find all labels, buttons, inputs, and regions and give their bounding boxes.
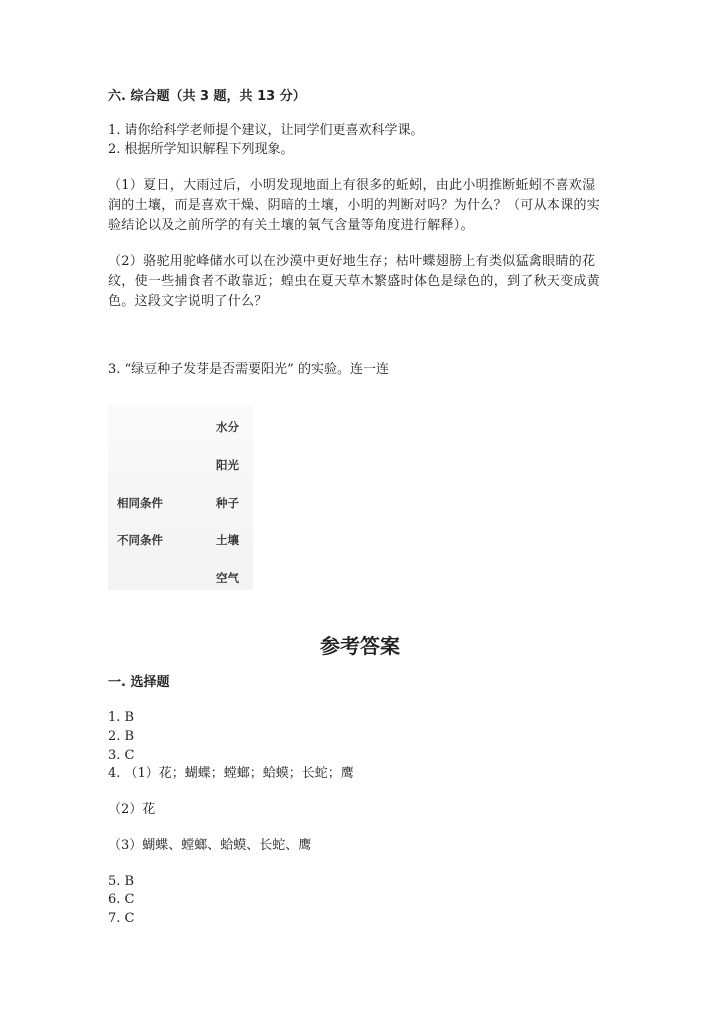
answers-title: 参考答案 <box>320 634 400 658</box>
option-sunlight: 阳光 <box>216 458 239 472</box>
answer-item: 7. C <box>108 911 135 926</box>
option-seed: 种子 <box>216 496 239 510</box>
option-water: 水分 <box>216 420 239 434</box>
answer-item: （3）蝴蝶、螳螂、蛤蟆、长蛇、鹰 <box>108 838 312 853</box>
answer-item: （2）花 <box>108 802 156 817</box>
label-different-conditions: 不同条件 <box>117 533 163 547</box>
question-3: 3. “绿豆种子发芽是否需要阳光” 的实验。连一连 <box>108 362 389 377</box>
question-2-part-2: （2）骆驼用驼峰储水可以在沙漠中更好地生存；枯叶蝶翅膀上有类似猛禽眼睛的花纹，使一些捕食者不敢靠近；蝗虫在夏天草木繁盛时体色是绿色的，到了秋天变成黄色。这段文字说明了什么？ <box>108 254 601 309</box>
answer-item: 1. B <box>108 710 135 725</box>
question-1: 1. 请你给科学老师提个建议，让同学们更喜欢科学课。 <box>108 123 424 138</box>
matching-diagram <box>108 405 253 590</box>
answer-item: 4. （1）花；蝴蝶；螳螂；蛤蟆；长蛇；鹰 <box>108 766 354 781</box>
question-2: 2. 根据所学知识解程下列现象。 <box>108 142 294 157</box>
answer-item: 3. C <box>108 748 135 763</box>
section-heading: 六. 综合题（共 3 题，共 13 分） <box>108 89 306 104</box>
answer-item: 6. C <box>108 892 135 907</box>
option-soil: 土壤 <box>216 533 239 547</box>
answer-item: 5. B <box>108 874 135 889</box>
question-2-part-1: （1）夏日，大雨过后，小明发现地面上有很多的蚯蚓，由此小明推断蚯蚓不喜欢湿润的土壤，而是喜欢干燥、阴暗的土壤，小明的判断对吗？为什么？（可从本课的实验结论以及之前所学的有关土壤的氧气含量等角度进行解释）。 <box>108 178 601 233</box>
answers-section-heading: 一. 选择题 <box>108 675 170 690</box>
answer-item: 2. B <box>108 729 135 744</box>
option-air: 空气 <box>216 571 239 585</box>
label-same-conditions: 相同条件 <box>117 496 163 510</box>
